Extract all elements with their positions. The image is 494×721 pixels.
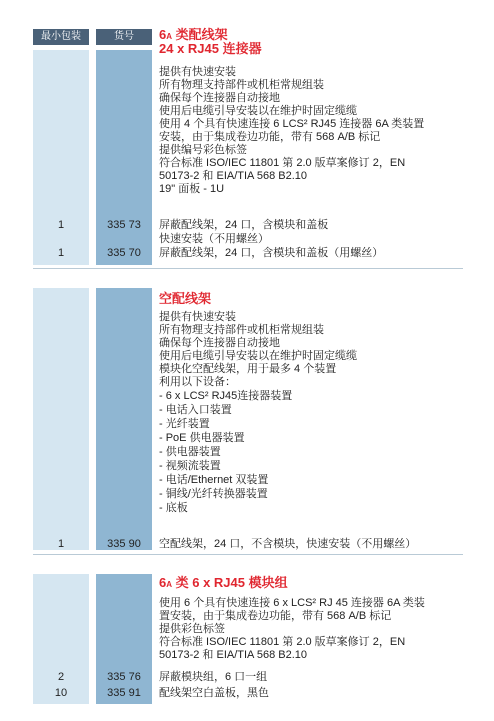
section1-qty-column: [33, 50, 89, 265]
table-cell-desc: 屏蔽配线架，24 口，含模块和盖板: [159, 219, 329, 231]
section1-line: 50173-2 和 EIA/TIA 568 B2.10: [159, 170, 307, 182]
section2-line: - 底板: [159, 502, 188, 514]
section2-line: 使用后电缆引导安装以在维护时固定缆缆: [159, 350, 357, 362]
table-cell-ref: 335 76: [107, 671, 141, 683]
section2-line: - 铜线/光纤转换器装置: [159, 488, 268, 500]
table-cell-qty: 1: [57, 538, 65, 550]
table-cell-qty: 1: [57, 247, 65, 259]
section3-title: 6A 类 6 x RJ45 模块组: [159, 575, 288, 590]
table-cell-ref: 335 70: [107, 247, 141, 259]
header-min-package: 最小包装: [33, 29, 89, 45]
section3-line: 符合标准 ISO/IEC 11801 第 2.0 版草案修订 2，EN: [159, 636, 406, 648]
section1-line: 所有物理支持部件或机柜常规组装: [159, 79, 324, 91]
section2-line: - 电话入口装置: [159, 404, 232, 416]
section1-line: 安装，由于集成卷边功能，带有 568 A/B 标记: [159, 131, 381, 143]
section2-line: - 电话/Ethernet 双装置: [159, 474, 269, 486]
header-part-number: 货号: [96, 29, 152, 45]
section3-qty-column: [33, 574, 89, 704]
section2-line: - 光纤装置: [159, 418, 210, 430]
section1-title-line2: 24 x RJ45 连接器: [159, 41, 262, 56]
section2-line: - 6 x LCS² RJ45连接器装置: [159, 390, 293, 402]
section2-line: 确保每个连接器自动接地: [159, 337, 280, 349]
section2-line: 模块化空配线架，用于最多 4 个装置: [159, 363, 337, 375]
section1-line: 提供有快速安装: [159, 66, 236, 78]
section2-line: 所有物理支持部件或机柜常规组装: [159, 324, 324, 336]
section3-line: 提供彩色标签: [159, 623, 225, 635]
table-cell-qty: 1: [57, 219, 65, 231]
table-cell-ref: 335 73: [107, 219, 141, 231]
table-cell-desc: 屏蔽配线架，24 口，含模块和盖板（用螺丝）: [159, 247, 384, 259]
section-divider: [33, 554, 463, 555]
table-cell-qty: 2: [57, 671, 65, 683]
table-cell-desc: 空配线架，24 口，不含模块，快速安装（不用螺丝）: [159, 538, 417, 550]
table-cell-ref: 335 90: [107, 538, 141, 550]
section1-title-line1: 6A 类配线架: [159, 27, 228, 42]
section3-line: 置安装，由于集成卷边功能，带有 568 A/B 标记: [159, 610, 392, 622]
section2-line: - 视频流装置: [159, 460, 221, 472]
section1-line: 符合标准 ISO/IEC 11801 第 2.0 版草案修订 2，EN: [159, 157, 406, 169]
section1-line: 使用后电缆引导安装以在维护时固定缆缆: [159, 105, 357, 117]
section2-line: - PoE 供电器装置: [159, 432, 245, 444]
section2-line: 利用以下设备：: [159, 376, 236, 388]
section2-ref-column: [96, 288, 152, 550]
table-cell-desc: 快速安装（不用螺丝）: [159, 233, 269, 245]
section1-ref-column: [96, 50, 152, 265]
section1-line: 提供编号彩色标签: [159, 144, 247, 156]
section3-line: 使用 6 个具有快速连接 6 x LCS² RJ 45 连接器 6A 类装: [159, 597, 425, 609]
section2-line: 提供有快速安装: [159, 311, 236, 323]
section1-line: 使用 4 个具有快速连接 6 LCS² RJ45 连接器 6A 类装置: [159, 118, 425, 130]
table-cell-ref: 335 91: [107, 687, 141, 699]
section3-line: 50173-2 和 EIA/TIA 568 B2.10: [159, 649, 307, 661]
section1-line: 19" 面板 - 1U: [159, 183, 225, 195]
section2-line: - 供电器装置: [159, 446, 221, 458]
section2-title: 空配线架: [159, 291, 212, 306]
section1-line: 确保每个连接器自动接地: [159, 92, 280, 104]
section2-qty-column: [33, 288, 89, 550]
table-cell-desc: 屏蔽模块组，6 口一组: [159, 671, 268, 683]
table-cell-qty: 10: [54, 687, 68, 699]
table-cell-desc: 配线架空白盖板，黑色: [159, 687, 269, 699]
section3-ref-column: [96, 574, 152, 704]
section-divider: [33, 268, 463, 269]
